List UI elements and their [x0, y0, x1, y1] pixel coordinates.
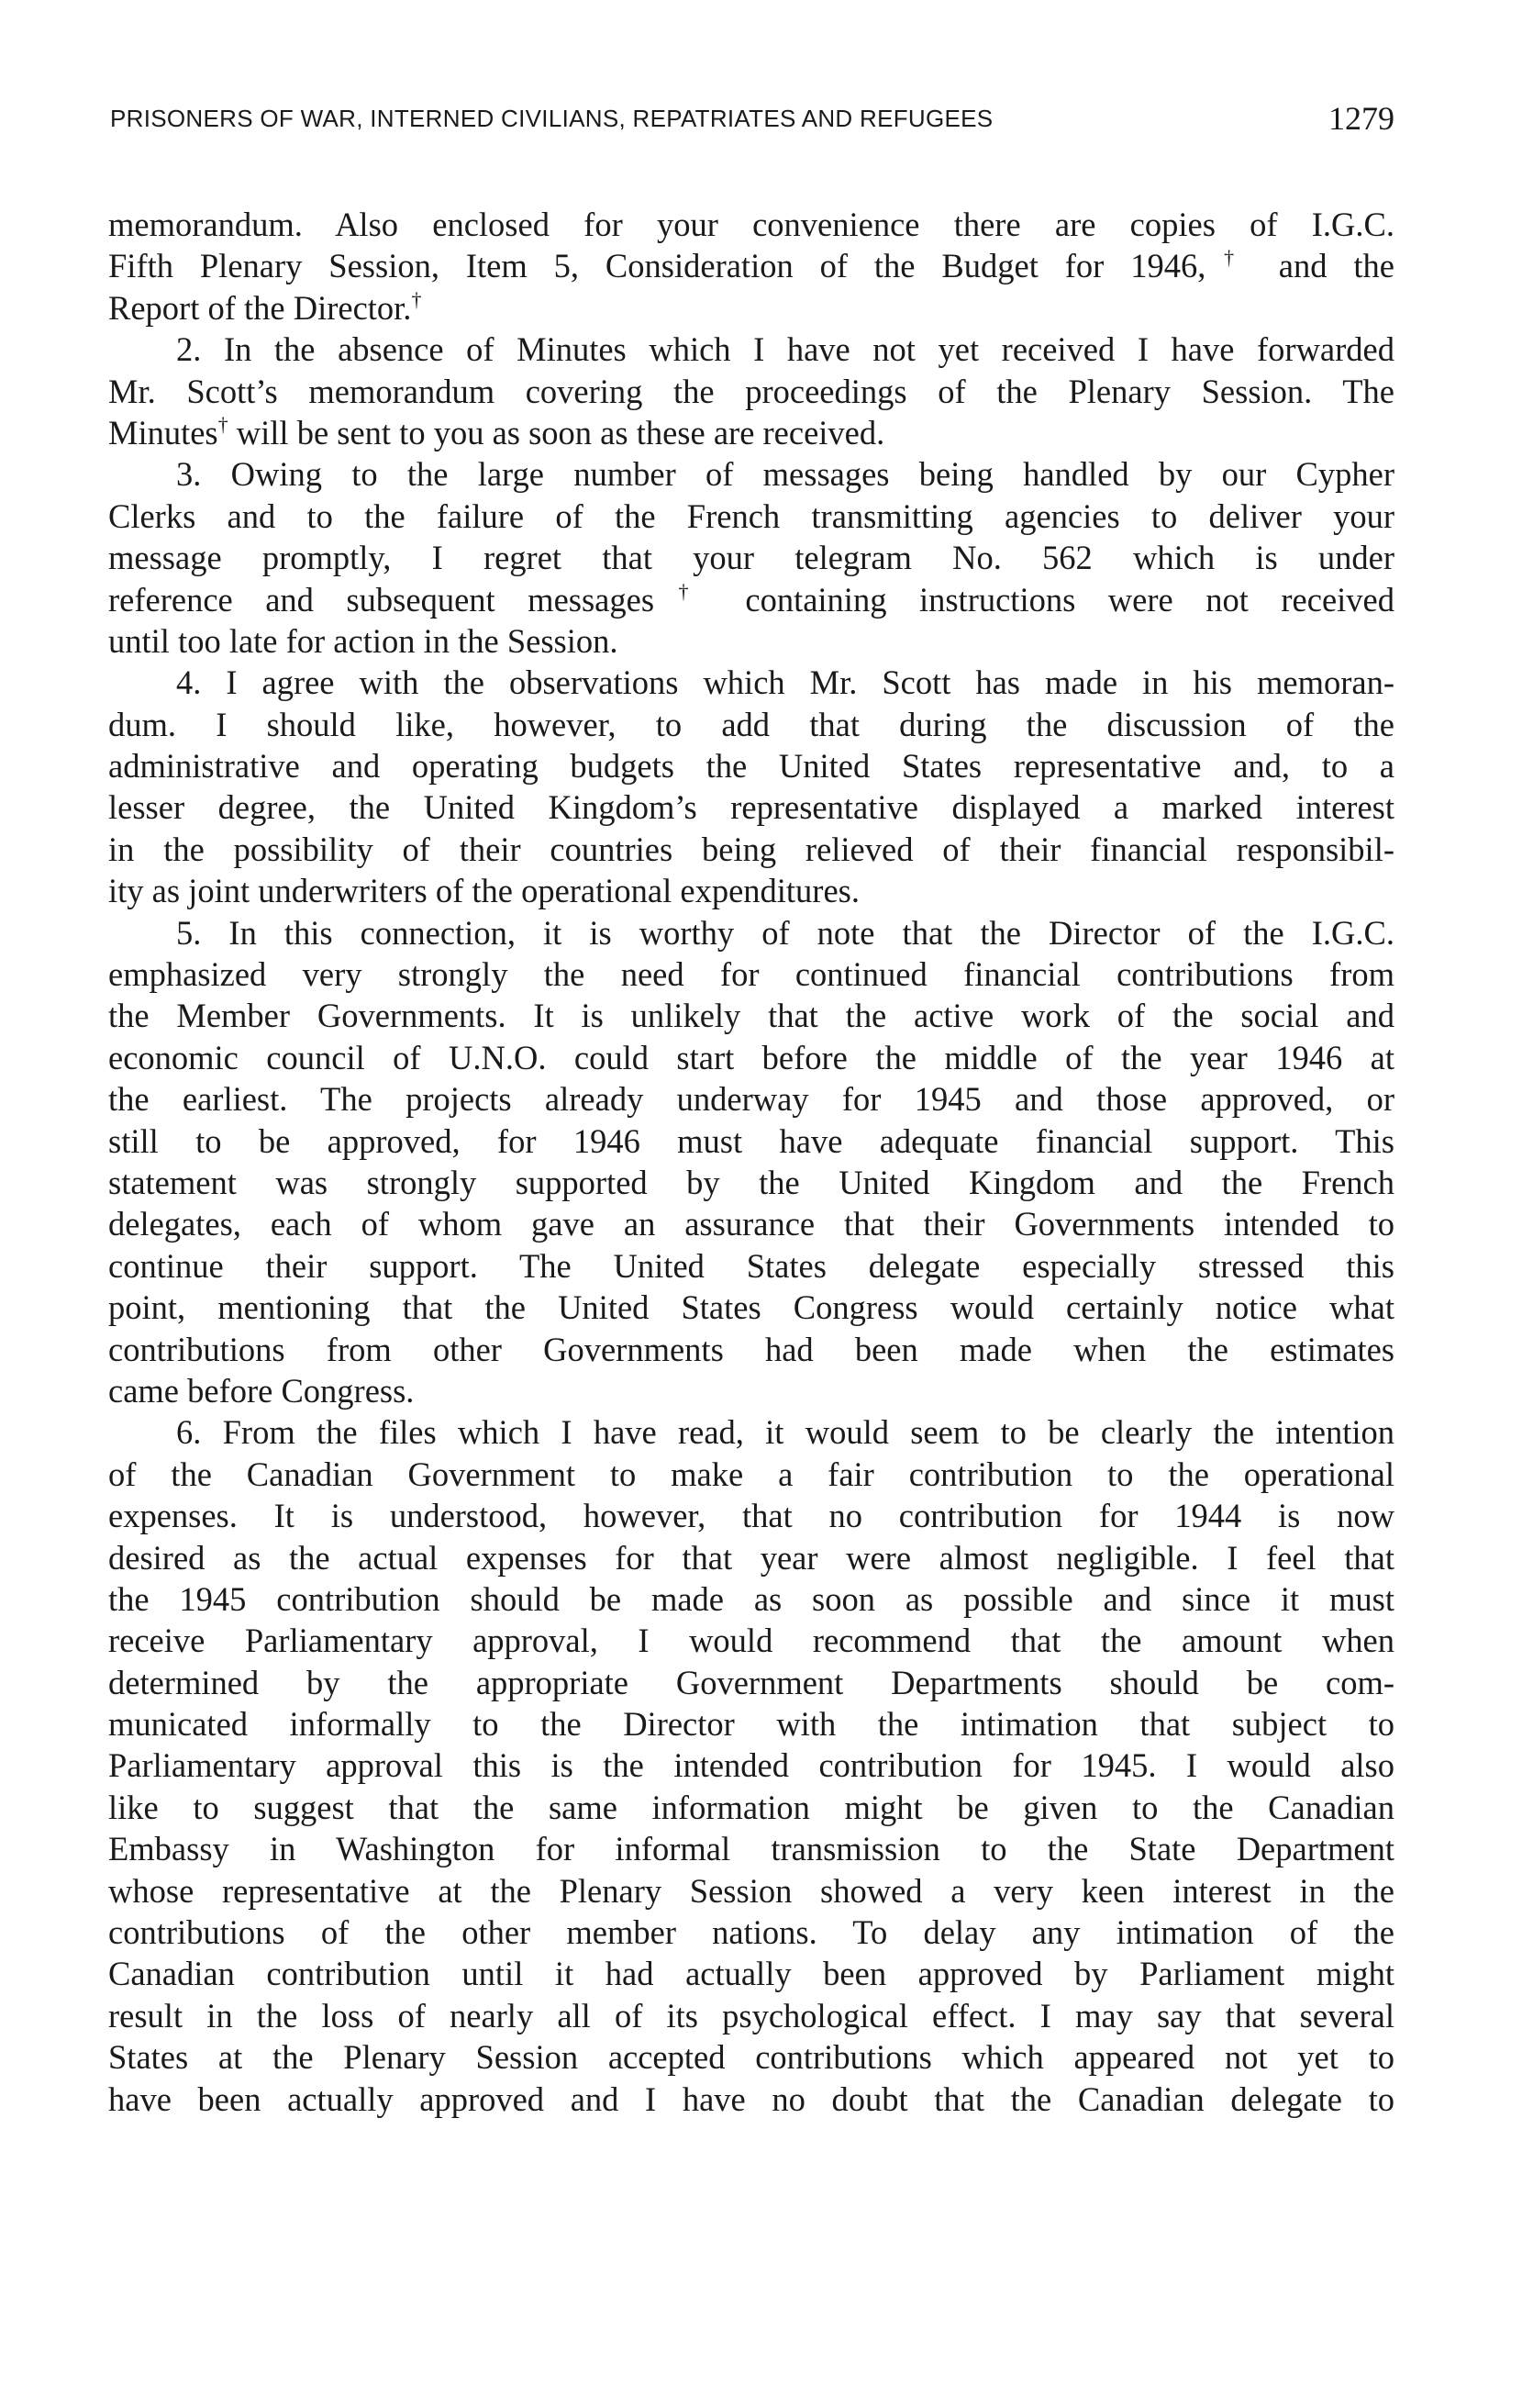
text-line	[108, 1828, 1394, 1869]
text-line	[108, 1329, 1394, 1370]
text-line	[108, 1787, 1394, 1828]
line-text-tail: and the	[1251, 247, 1395, 285]
text-line	[108, 1454, 1394, 1495]
text-line	[108, 412, 1394, 453]
text-line	[108, 995, 1394, 1036]
text-line	[108, 1953, 1394, 1994]
text-line	[108, 1495, 1394, 1536]
text-line	[108, 329, 1394, 370]
text-line	[108, 1912, 1394, 1953]
line-text: 2. In the absence of Minutes which I have not yet received I have forwarded	[176, 330, 1394, 369]
line-text: came before Congress.	[108, 1371, 415, 1410]
text-line	[108, 453, 1394, 495]
line-text: Mr. Scott’s memorandum covering the proceedings of the Plenary Session. The	[108, 372, 1394, 410]
line-text: memorandum. Also enclosed for your convenience there are copies of I.G.C.	[108, 206, 1394, 243]
footnote-dagger: †	[1205, 246, 1252, 270]
running-header	[110, 99, 1394, 145]
line-text: Clerks and to the failure of the French transmitting agencies to deliver your	[108, 496, 1394, 535]
line-text: have been actually approved and I have no doubt that the Canadian delegate to	[108, 2079, 1394, 2118]
text-line	[108, 1037, 1394, 1078]
line-text: desired as the actual expenses for that year were almost negligible. I feel that	[108, 1538, 1394, 1577]
line-text: in the possibility of their countries being relieved of their financial responsibil-	[108, 830, 1394, 868]
text-line	[108, 579, 1394, 620]
line-text: the Member Governments. It is unlikely that the active work of the social and	[108, 997, 1394, 1035]
line-text: the 1945 contribution should be made as soon as possible and since it must	[108, 1579, 1394, 1618]
footnote-dagger: †	[411, 287, 422, 311]
text-line	[108, 1578, 1394, 1620]
text-line	[108, 953, 1394, 995]
line-text: delegates, each of whom gave an assurance that their Governments intended to	[108, 1205, 1394, 1243]
text-line	[108, 1370, 1394, 1411]
line-text: expenses. It is understood, however, that no contribution for 1944 is now	[108, 1497, 1394, 1535]
line-text: emphasized very strongly the need for continued financial contributions from	[108, 955, 1394, 994]
text-line	[108, 1120, 1394, 1162]
text-line	[108, 662, 1394, 703]
line-text: determined by the appropriate Government Departments should be com-	[108, 1663, 1394, 1701]
line-text: 5. In this connection, it is worthy of note that the Director of the I.G.C.	[176, 913, 1394, 952]
line-text: economic council of U.N.O. could start before the middle of the year 1946 at	[108, 1038, 1394, 1076]
line-text: Minutes	[108, 413, 218, 452]
text-line	[108, 1411, 1394, 1453]
text-line	[108, 204, 1394, 245]
line-text: 4. I agree with the observations which Mr. Scott has made in his memoran-	[176, 663, 1394, 702]
line-text: of the Canadian Government to make a fair contribution to the operational	[108, 1455, 1394, 1493]
line-text-tail: containing instructions were not received	[712, 580, 1394, 619]
text-line	[108, 537, 1394, 578]
line-text: Parliamentary approval this is the intended contribution for 1945. I would also	[108, 1746, 1394, 1785]
footnote-dagger: †	[217, 412, 228, 436]
text-line	[108, 1620, 1394, 1661]
line-text: continue their support. The United States delegate especially stressed this	[108, 1246, 1394, 1285]
line-text: result in the loss of nearly all of its psychological effect. I may say that several	[108, 1996, 1394, 2035]
line-text: until too late for action in the Session.	[108, 621, 618, 660]
line-text: still to be approved, for 1946 must have adequate financial support. This	[108, 1121, 1394, 1160]
text-line	[108, 1162, 1394, 1203]
line-text: Fifth Plenary Session, Item 5, Consideration of the Budget for 1946,	[108, 247, 1206, 285]
text-line	[108, 786, 1394, 828]
text-line	[108, 1203, 1394, 1244]
text-line	[108, 1870, 1394, 1912]
text-line	[108, 1245, 1394, 1287]
line-text: administrative and operating budgets the United States representative and, to a	[108, 747, 1394, 786]
line-text: Report of the Director.	[108, 288, 412, 327]
line-text: the earliest. The projects already underway for 1945 and those approved, or	[108, 1080, 1394, 1119]
line-text: message promptly, I regret that your telegram No. 562 which is under	[108, 539, 1394, 577]
text-line	[108, 2079, 1394, 2120]
line-text: like to suggest that the same information might be given to the Canadian	[108, 1788, 1394, 1826]
text-line	[108, 2036, 1394, 2078]
line-text: statement was strongly supported by the United Kingdom and the French	[108, 1163, 1394, 1201]
line-text: contributions from other Governments had been made when the estimates	[108, 1330, 1394, 1368]
footnote-dagger: †	[654, 579, 713, 603]
line-text: reference and subsequent messages	[108, 580, 655, 619]
line-text: ity as joint underwriters of the operational expenditures.	[108, 872, 860, 910]
text-line	[108, 1078, 1394, 1120]
text-line	[108, 745, 1394, 786]
text-line	[108, 620, 1394, 662]
text-line	[108, 1287, 1394, 1328]
line-text: 3. Owing to the large number of messages being handled by our Cypher	[176, 455, 1394, 494]
line-text-tail: will be sent to you as soon as these are received.	[228, 413, 885, 452]
text-line	[108, 1537, 1394, 1578]
text-line	[108, 1703, 1394, 1745]
line-text: whose representative at the Plenary Session showed a very keen interest in the	[108, 1871, 1394, 1910]
line-text: municated informally to the Director with the intimation that subject to	[108, 1705, 1394, 1744]
page-number: 1279	[1328, 100, 1394, 137]
line-text: receive Parliamentary approval, I would recommend that the amount when	[108, 1622, 1394, 1660]
text-line	[108, 496, 1394, 537]
line-text: Canadian contribution until it had actually been approved by Parliament might	[108, 1955, 1394, 1993]
text-line	[108, 1662, 1394, 1703]
line-text: point, mentioning that the United States Congress would certainly notice what	[108, 1288, 1394, 1327]
text-line	[108, 371, 1394, 412]
text-line	[108, 287, 1394, 329]
text-line	[108, 870, 1394, 911]
text-line	[108, 704, 1394, 745]
line-text: dum. I should like, however, to add that during the discussion of the	[108, 705, 1394, 743]
line-text: lesser degree, the United Kingdom’s representative displayed a marked interest	[108, 788, 1394, 827]
body-text	[108, 204, 1394, 2120]
text-line	[108, 829, 1394, 870]
text-line	[108, 912, 1394, 953]
running-title: PRISONERS OF WAR, INTERNED CIVILIANS, REPATRIATES AND REFUGEES	[110, 105, 994, 132]
line-text: contributions of the other member nations. To delay any intimation of the	[108, 1913, 1394, 1952]
line-text: 6. From the files which I have read, it would seem to be clearly the intention	[176, 1413, 1394, 1452]
text-line	[108, 1745, 1394, 1786]
line-text: Embassy in Washington for informal transmission to the State Department	[108, 1830, 1394, 1868]
text-line	[108, 1995, 1394, 2036]
text-line	[108, 245, 1394, 286]
line-text: States at the Plenary Session accepted contributions which appeared not yet to	[108, 2038, 1394, 2077]
